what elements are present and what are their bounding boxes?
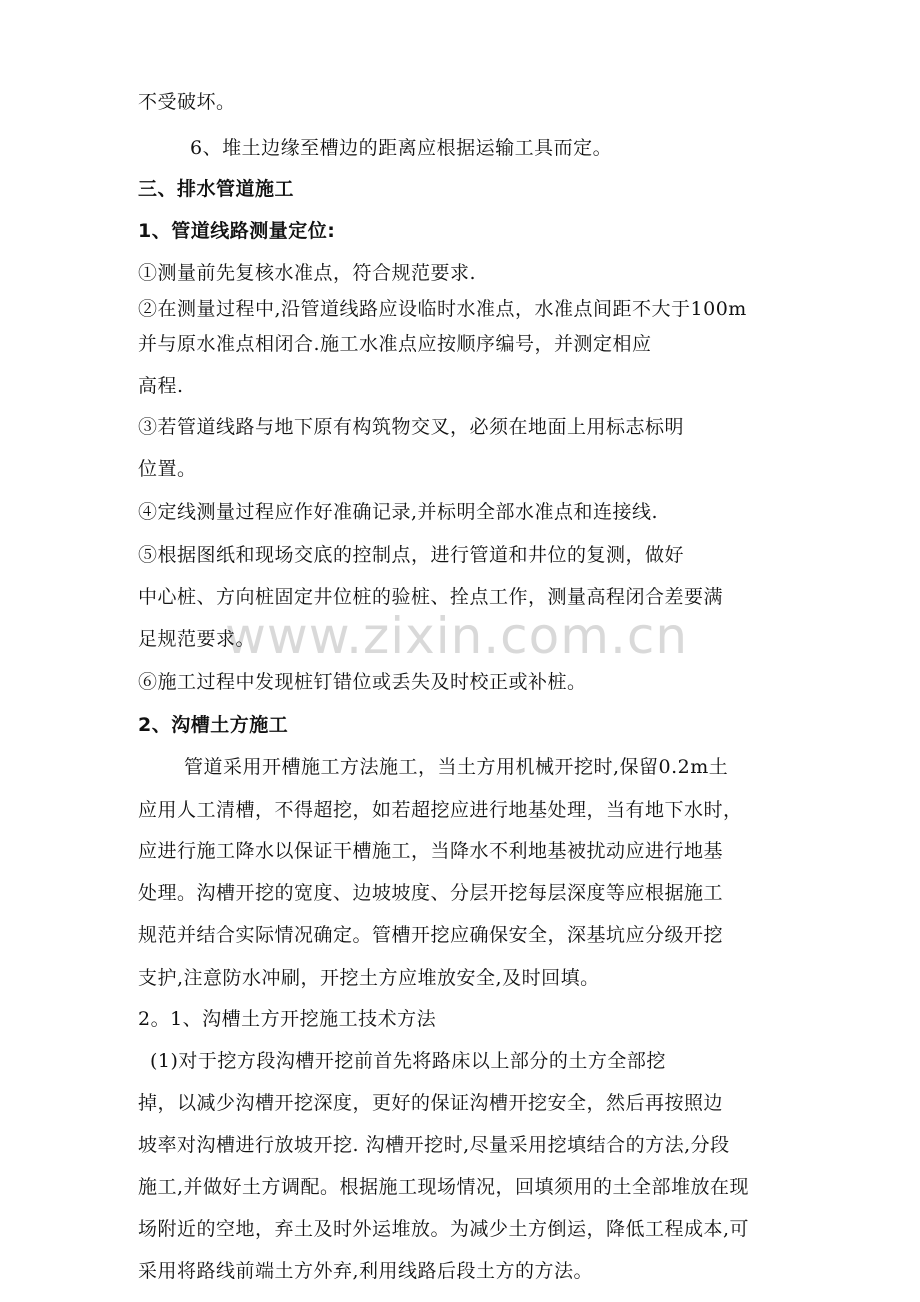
paragraph-line: 6、堆土边缘至槽边的距离应根据运输工具而定。 — [190, 137, 613, 159]
paragraph-line: ⑥施工过程中发现桩钉错位或丢失及时校正或补桩。 — [138, 671, 587, 693]
paragraph-line: 位置。 — [138, 458, 197, 480]
paragraph-line: 并与原水准点相闭合.施工水准点应按顺序编号，并测定相应 — [138, 333, 652, 355]
paragraph-line: 足规范要求。 — [138, 628, 256, 650]
paragraph-line: 掉，以减少沟槽开挖深度，更好的保证沟槽开挖安全，然后再按照边 — [138, 1092, 724, 1114]
paragraph-line: ①测量前先复核水准点，符合规范要求. — [138, 262, 477, 284]
paragraph-line: 高程. — [138, 375, 184, 397]
subsection-heading: 1、管道线路测量定位: — [138, 220, 336, 242]
paragraph-line: 处理。沟槽开挖的宽度、边坡坡度、分层开挖每层深度等应根据施工 — [138, 882, 724, 904]
paragraph-line: 应进行施工降水以保证干槽施工，当降水不利地基被扰动应进行地基 — [138, 840, 724, 862]
paragraph-line: 采用将路线前端土方外弃,利用线路后段土方的方法。 — [138, 1260, 594, 1282]
paragraph-line: ②在测量过程中,沿管道线路应设临时水准点，水准点间距不大于100m — [138, 298, 747, 320]
paragraph-line: 规范并结合实际情况确定。管槽开挖应确保安全，深基坑应分级开挖 — [138, 924, 724, 946]
subsection-heading: 2、沟槽土方施工 — [138, 714, 289, 736]
paragraph-line: (1)对于挖方段沟槽开挖前首先将路床以上部分的土方全部挖 — [150, 1050, 666, 1072]
paragraph-line: ③若管道线路与地下原有构筑物交叉，必须在地面上用标志标明 — [138, 416, 685, 438]
paragraph-line: 支护,注意防水冲刷，开挖土方应堆放安全,及时回填。 — [138, 967, 600, 989]
section-heading: 三、排水管道施工 — [138, 178, 295, 200]
paragraph-line: 应用人工清槽，不得超挖，如若超挖应进行地基处理，当有地下水时， — [138, 799, 743, 821]
paragraph-line: 管道采用开槽施工方法施工，当土方用机械开挖时,保留0.2m土 — [184, 756, 729, 778]
paragraph-line: ④定线测量过程应作好准确记录,并标明全部水准点和连接线. — [138, 501, 659, 523]
paragraph-line: ⑤根据图纸和现场交底的控制点，进行管道和井位的复测，做好 — [138, 544, 685, 566]
watermark: www.zixin.com.cn — [225, 607, 689, 665]
paragraph-line: 施工,并做好土方调配。根据施工现场情况，回填须用的土全部堆放在现 — [138, 1176, 750, 1198]
subsection-heading: 2。1、沟槽土方开挖施工技术方法 — [138, 1008, 437, 1030]
paragraph-line: 不受破坏。 — [138, 91, 236, 113]
paragraph-line: 坡率对沟槽进行放坡开挖. 沟槽开挖时,尽量采用挖填结合的方法,分段 — [138, 1134, 730, 1156]
paragraph-line: 中心桩、方向桩固定井位桩的验桩、拴点工作，测量高程闭合差要满 — [138, 586, 724, 608]
paragraph-line: 场附近的空地，弃土及时外运堆放。为减少土方倒运，降低工程成本,可 — [138, 1218, 750, 1240]
